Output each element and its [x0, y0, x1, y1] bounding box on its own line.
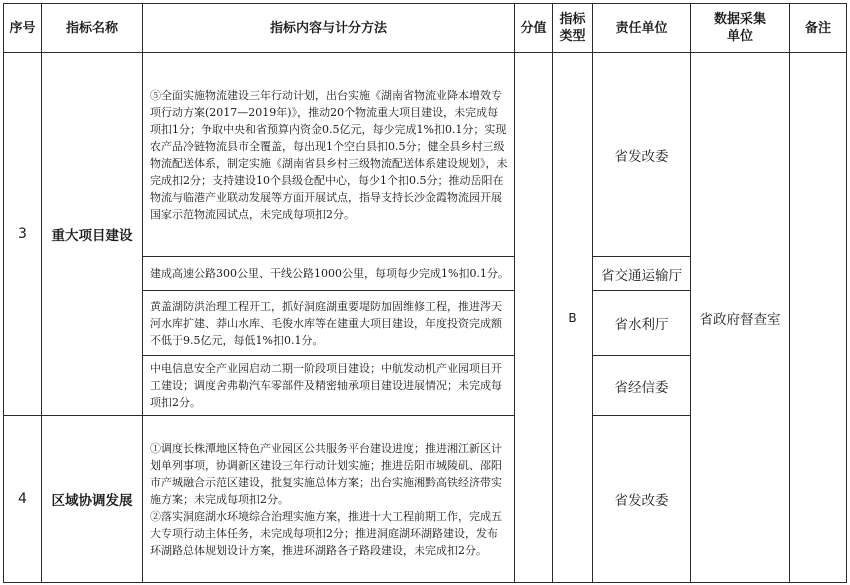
row-3-content-2: 建成高速公路300公里、干线公路1000公里，每项每少完成1%扣0.1分。 [143, 257, 515, 291]
row-3-unit-4: 省经信委 [593, 356, 691, 416]
row-3-unit-3: 省水利厅 [593, 291, 691, 356]
header-indicator-name: 指标名称 [42, 4, 143, 53]
indicator-type: B [553, 53, 593, 583]
header-type [553, 4, 593, 53]
row-4-indicator: 区域协调发展 [42, 416, 143, 583]
row-4-unit: 省发改委 [593, 416, 691, 583]
header-score: 分值 [515, 4, 553, 53]
header-type-line2: 类型 [559, 29, 586, 44]
header-remarks: 备注 [790, 4, 847, 53]
header-seq: 序号 [4, 4, 42, 53]
score-cell [515, 53, 553, 583]
row-3-seq: 3 [4, 53, 42, 416]
header-data-unit-line1: 数据采集 [713, 12, 766, 27]
row-4-content [143, 416, 515, 583]
header-type-line1: 指标 [559, 12, 586, 27]
row-4-content-paragraph-2: ②落实洞庭湖水环境综合治理实施方案，推进十大工程前期工作，完成五大专项行动主体任务，未完成每项扣2分；推进洞庭湖环湖路建设，发布环湖路总体规划设计方案，推进环湖路各子路段建设，未完成扣2分。 [150, 509, 502, 557]
header-row [4, 4, 847, 53]
header-data-unit [691, 4, 790, 53]
row-3-content-1: ⑤全面实施物流建设三年行动计划，出台实施《湖南省物流业降本增效专项行动方案(2017—2019年)》，推动20个物流重大项目建设，未完成每项扣1分；争取中央和省预算内资金0.5亿元，每少完成1%扣0.1分；实现农产品冷链物流县市全覆盖，每出现1个空白县扣0.5分；健全县乡村三级物流配送体系，制定实施《湖南省县乡村三级物流配送体系建设规划》，未完成扣2分；支持建设10个县级仓配中心，每少1个扣0.5分；推动岳阳在物流与临港产业联动发展等方面开展试点，指导支持长沙金霞物流园开展国家示范物流园试点，未完成每项扣2分。 [143, 53, 515, 257]
header-data-unit-line2: 单位 [726, 29, 753, 44]
row-3-unit-2: 省交通运输厅 [593, 257, 691, 291]
row-4-content-paragraph-1: ①调度长株潭地区特色产业园区公共服务平台建设进度；推进湘江新区计划单列事项，协调新区建设三年行动计划实施；推进岳阳市城陵矶、邵阳市产城融合示范区建设，批复实施总体方案；出台实施湘黔高铁经济带实施方案；未完成每项扣2分。 [150, 441, 502, 506]
row-4-seq: 4 [4, 416, 42, 583]
header-responsible-unit: 责任单位 [593, 4, 691, 53]
indicator-table [3, 3, 847, 583]
header-content: 指标内容与计分方法 [143, 4, 515, 53]
data-collection-unit: 省政府督查室 [691, 53, 790, 583]
row-3-content-4: 中电信息安全产业园启动二期一阶段项目建设；中航发动机产业园项目开工建设；调度舍弗勒汽车零部件及精密轴承项目建设进展情况；未完成每项扣2分。 [143, 356, 515, 416]
table-row [4, 53, 847, 257]
row-3-indicator: 重大项目建设 [42, 53, 143, 416]
row-3-unit-1: 省发改委 [593, 53, 691, 257]
remarks-cell [790, 53, 847, 583]
row-3-content-3: 黄盖湖防洪治理工程开工，抓好洞庭湖重要堤防加固维修工程，推进涔天河水库扩建、莽山水库、毛俊水库等在建重大项目建设，年度投资完成额不低于9.5亿元，每低1%扣0.1分。 [143, 291, 515, 356]
